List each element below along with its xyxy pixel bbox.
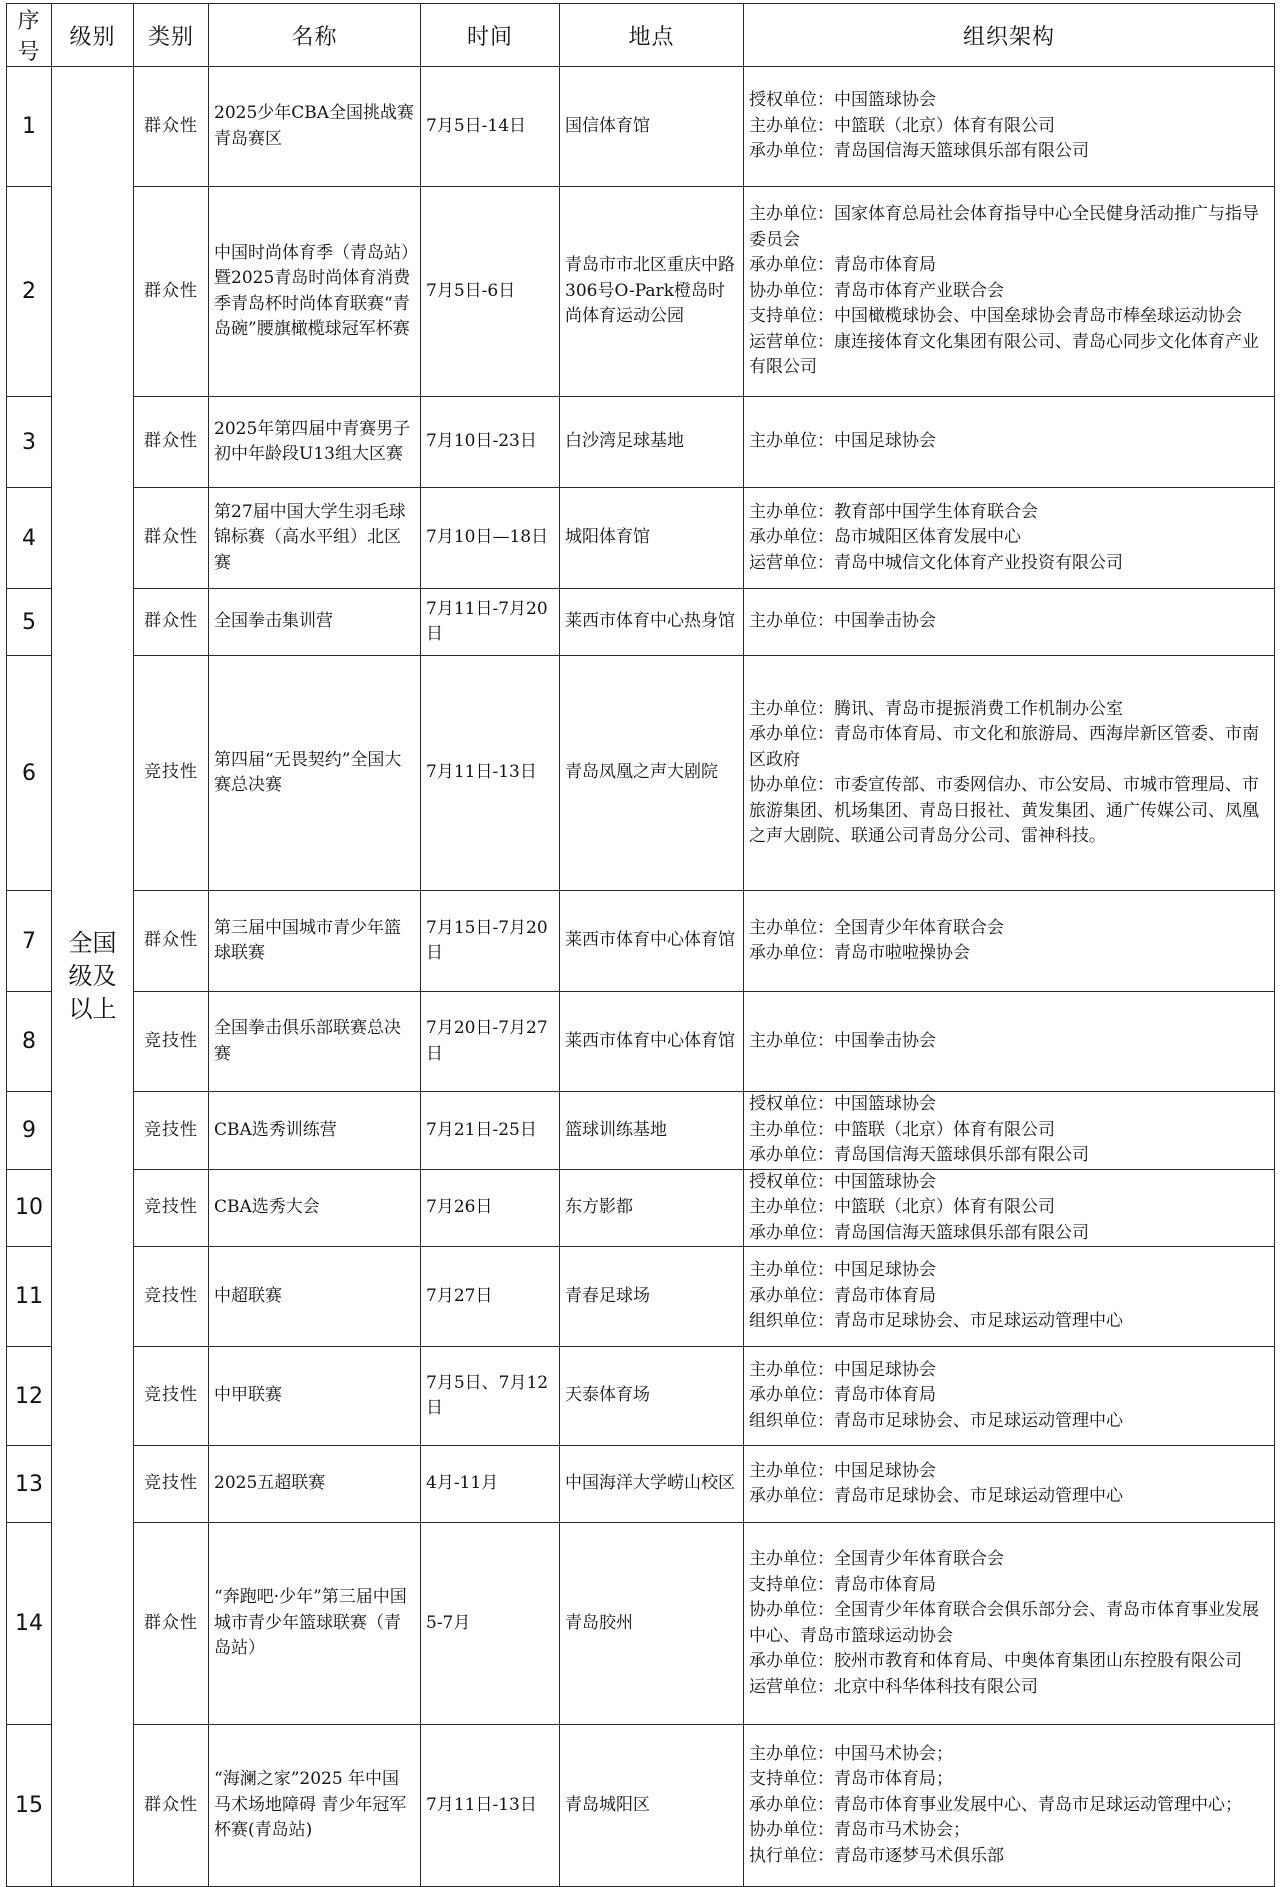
header-category: 类别 — [134, 4, 209, 67]
row-time: 7月20日-7月27日 — [421, 992, 560, 1092]
org-line: 主办单位：全国青少年体育联合会 — [749, 917, 1004, 938]
row-index: 7 — [7, 891, 52, 992]
row-name: 中超联赛 — [209, 1247, 421, 1347]
table-row — [7, 992, 1275, 1092]
row-place: 白沙湾足球基地 — [560, 397, 744, 488]
row-index: 5 — [7, 589, 52, 656]
header-place: 地点 — [560, 4, 744, 67]
row-org — [744, 1247, 1275, 1347]
header-name: 名称 — [209, 4, 421, 67]
row-org — [744, 1169, 1275, 1247]
org-line: 承办单位：青岛国信海天篮球俱乐部有限公司 — [749, 1222, 1089, 1243]
org-line: 承办单位：青岛国信海天篮球俱乐部有限公司 — [749, 1145, 1089, 1165]
table-row — [7, 1523, 1275, 1725]
table-row — [7, 891, 1275, 992]
row-category: 竞技性 — [134, 1092, 209, 1170]
org-line: 执行单位：青岛市逐梦马术俱乐部 — [749, 1845, 1004, 1866]
org-line: 主办单位：中国足球协会 — [749, 1260, 936, 1281]
header-row — [7, 4, 1275, 67]
org-line: 主办单位：中国拳击协会 — [749, 611, 936, 632]
org-line: 授权单位：中国篮球协会 — [749, 1094, 936, 1114]
row-category: 竞技性 — [134, 1446, 209, 1523]
org-line: 承办单位：青岛市体育局、市文化和旅游局、西海岸新区管委、市南区政府 — [749, 724, 1259, 770]
row-index: 14 — [7, 1523, 52, 1725]
row-time: 7月5日、7月12日 — [421, 1347, 560, 1446]
org-line: 组织单位：青岛市足球协会、市足球运动管理中心 — [749, 1410, 1123, 1431]
row-org — [744, 397, 1275, 488]
row-category: 竞技性 — [134, 1347, 209, 1446]
org-line: 主办单位：中国拳击协会 — [749, 1030, 936, 1051]
table-row — [7, 656, 1275, 891]
org-line: 主办单位：中国足球协会 — [749, 1460, 936, 1481]
row-org — [744, 1725, 1275, 1887]
row-category: 竞技性 — [134, 992, 209, 1092]
org-line: 授权单位：中国篮球协会 — [749, 1171, 936, 1192]
org-line: 运营单位：青岛中城信文化体育产业投资有限公司 — [749, 552, 1123, 573]
org-line: 承办单位：青岛市体育局 — [749, 1385, 936, 1406]
org-line: 主办单位：中篮联（北京）体育有限公司 — [749, 1197, 1055, 1217]
org-line: 主办单位：教育部中国学生体育联合会 — [749, 501, 1038, 522]
org-line: 主办单位：中国马术协会； — [749, 1743, 953, 1764]
org-line: 承办单位：青岛市足球协会、市足球运动管理中心 — [749, 1486, 1123, 1506]
row-org — [744, 187, 1275, 397]
row-org — [744, 488, 1275, 589]
header-idx: 序号 — [7, 4, 52, 67]
table-row — [7, 1092, 1275, 1170]
table-row — [7, 1347, 1275, 1446]
row-place: 青春足球场 — [560, 1247, 744, 1347]
org-line: 主办单位：中国足球协会 — [749, 1359, 936, 1380]
row-time: 7月10日—18日 — [421, 488, 560, 589]
row-place: 中国海洋大学崂山校区 — [560, 1446, 744, 1523]
table-row — [7, 1725, 1275, 1887]
table-row — [7, 1247, 1275, 1347]
org-line: 主办单位：腾讯、青岛市提振消费工作机制办公室 — [749, 698, 1123, 719]
header-level: 级别 — [52, 4, 134, 67]
row-org — [744, 656, 1275, 891]
org-line: 承办单位：青岛市啦啦操协会 — [749, 943, 970, 963]
org-line: 支持单位：青岛市体育局； — [749, 1769, 953, 1790]
row-org — [744, 1523, 1275, 1725]
events-table — [6, 3, 1275, 1887]
row-category: 群众性 — [134, 397, 209, 488]
row-time: 7月26日 — [421, 1169, 560, 1247]
row-index: 11 — [7, 1247, 52, 1347]
table-row — [7, 67, 1275, 187]
row-name: 2025年第四届中青赛男子初中年龄段U13组大区赛 — [209, 397, 421, 488]
row-index: 10 — [7, 1169, 52, 1247]
row-time: 7月5日-6日 — [421, 187, 560, 397]
row-name: CBA选秀训练营 — [209, 1092, 421, 1170]
row-index: 6 — [7, 656, 52, 891]
row-place: 国信体育馆 — [560, 67, 744, 187]
row-index: 12 — [7, 1347, 52, 1446]
table-row — [7, 187, 1275, 397]
row-time: 4月-11月 — [421, 1446, 560, 1523]
row-org — [744, 589, 1275, 656]
org-line: 协办单位：青岛市马术协会； — [749, 1820, 970, 1841]
org-line: 承办单位：青岛市体育局 — [749, 255, 936, 276]
row-place: 天泰体育场 — [560, 1347, 744, 1446]
org-line: 运营单位：康连接体育文化集团有限公司、青岛心同步文化体育产业有限公司 — [749, 331, 1259, 378]
row-time: 7月27日 — [421, 1247, 560, 1347]
table-row — [7, 488, 1275, 589]
row-time: 5-7月 — [421, 1523, 560, 1725]
row-index: 8 — [7, 992, 52, 1092]
row-name: 第三届中国城市青少年篮球联赛 — [209, 891, 421, 992]
org-line: 支持单位：中国橄榄球协会、中国垒球协会青岛市棒垒球运动协会 — [749, 306, 1242, 327]
row-category: 竞技性 — [134, 1247, 209, 1347]
row-name: CBA选秀大会 — [209, 1169, 421, 1247]
org-line: 主办单位：中篮联（北京）体育有限公司 — [749, 1119, 1055, 1140]
row-name: 全国拳击俱乐部联赛总决赛 — [209, 992, 421, 1092]
row-category: 群众性 — [134, 1725, 209, 1887]
row-name: 2025五超联赛 — [209, 1446, 421, 1523]
row-time: 7月11日-7月20日 — [421, 589, 560, 656]
org-line: 协办单位：市委宣传部、市委网信办、市公安局、市城市管理局、市旅游集团、机场集团、青岛日报社、黄发集团、通广传媒公司、凤凰之声大剧院、联通公司青岛分公司、雷神科技。 — [749, 775, 1259, 846]
row-name: 第27届中国大学生羽毛球锦标赛（高水平组）北区赛 — [209, 488, 421, 589]
org-line: 承办单位：青岛市体育事业发展中心、青岛市足球运动管理中心； — [749, 1794, 1242, 1815]
table-row — [7, 397, 1275, 488]
row-time: 7月11日-13日 — [421, 656, 560, 891]
row-place: 青岛城阳区 — [560, 1725, 744, 1887]
row-index: 3 — [7, 397, 52, 488]
row-org — [744, 992, 1275, 1092]
row-category: 群众性 — [134, 589, 209, 656]
header-time: 时间 — [421, 4, 560, 67]
row-time: 7月15日-7月20日 — [421, 891, 560, 992]
org-line: 协办单位：全国青少年体育联合会俱乐部分会、青岛市体育事业发展中心、青岛市篮球运动协会 — [749, 1600, 1259, 1646]
row-index: 15 — [7, 1725, 52, 1887]
org-line: 主办单位：国家体育总局社会体育指导中心全民健身活动推广与指导委员会 — [749, 204, 1259, 250]
row-category: 竞技性 — [134, 656, 209, 891]
row-name: 中甲联赛 — [209, 1347, 421, 1446]
row-place: 东方影都 — [560, 1169, 744, 1247]
row-name: “奔跑吧·少年”第三届中国城市青少年篮球联赛（青岛站） — [209, 1523, 421, 1725]
row-index: 4 — [7, 488, 52, 589]
table-row — [7, 1446, 1275, 1523]
row-name: 全国拳击集训营 — [209, 589, 421, 656]
row-name: 中国时尚体育季（青岛站）暨2025青岛时尚体育消费季青岛杯时尚体育联赛“青岛碗”腰旗橄榄球冠军杯赛 — [209, 187, 421, 397]
table-row — [7, 589, 1275, 656]
row-index: 1 — [7, 67, 52, 187]
row-index: 9 — [7, 1092, 52, 1170]
row-name: 第四届“无畏契约”全国大赛总决赛 — [209, 656, 421, 891]
org-line: 主办单位：全国青少年体育联合会 — [749, 1549, 1004, 1569]
row-org — [744, 1446, 1275, 1523]
row-place: 青岛胶州 — [560, 1523, 744, 1725]
org-line: 承办单位：青岛国信海天篮球俱乐部有限公司 — [749, 141, 1089, 162]
header-org: 组织架构 — [744, 4, 1275, 67]
row-index: 13 — [7, 1446, 52, 1523]
row-place: 莱西市体育中心体育馆 — [560, 992, 744, 1092]
row-time: 7月11日-13日 — [421, 1725, 560, 1887]
row-place: 篮球训练基地 — [560, 1092, 744, 1170]
row-org — [744, 67, 1275, 187]
level-cell: 全国级及以上 — [52, 67, 134, 1887]
row-index: 2 — [7, 187, 52, 397]
org-line: 支持单位：青岛市体育局 — [749, 1574, 936, 1595]
org-line: 运营单位：北京中科华体科技有限公司 — [749, 1676, 1038, 1697]
row-time: 7月21日-25日 — [421, 1092, 560, 1170]
org-line: 承办单位：胶州市教育和体育局、中奥体育集团山东控股有限公司 — [749, 1651, 1242, 1671]
row-place: 莱西市体育中心体育馆 — [560, 891, 744, 992]
row-name: “海澜之家”2025 年中国马术场地障碍 青少年冠军杯赛(青岛站) — [209, 1725, 421, 1887]
row-org — [744, 1092, 1275, 1170]
row-place: 城阳体育馆 — [560, 488, 744, 589]
row-name: 2025少年CBA全国挑战赛青岛赛区 — [209, 67, 421, 187]
org-line: 主办单位：中国足球协会 — [749, 431, 936, 452]
org-line: 承办单位：青岛市体育局 — [749, 1285, 936, 1306]
row-category: 群众性 — [134, 67, 209, 187]
row-time: 7月5日-14日 — [421, 67, 560, 187]
row-category: 群众性 — [134, 1523, 209, 1725]
org-line: 授权单位：中国篮球协会 — [749, 90, 936, 111]
org-line: 主办单位：中篮联（北京）体育有限公司 — [749, 115, 1055, 136]
row-place: 莱西市体育中心热身馆 — [560, 589, 744, 656]
table-row — [7, 1169, 1275, 1247]
row-time: 7月10日-23日 — [421, 397, 560, 488]
row-org — [744, 1347, 1275, 1446]
row-place: 青岛市市北区重庆中路306号O-Park橙岛时尚体育运动公园 — [560, 187, 744, 397]
row-place: 青岛凤凰之声大剧院 — [560, 656, 744, 891]
org-line: 协办单位：青岛市体育产业联合会 — [749, 280, 1004, 301]
row-org — [744, 891, 1275, 992]
row-category: 群众性 — [134, 187, 209, 397]
row-category: 群众性 — [134, 488, 209, 589]
org-line: 组织单位：青岛市足球协会、市足球运动管理中心 — [749, 1311, 1123, 1332]
row-category: 群众性 — [134, 891, 209, 992]
row-category: 竞技性 — [134, 1169, 209, 1247]
org-line: 承办单位：岛市城阳区体育发展中心 — [749, 527, 1021, 548]
